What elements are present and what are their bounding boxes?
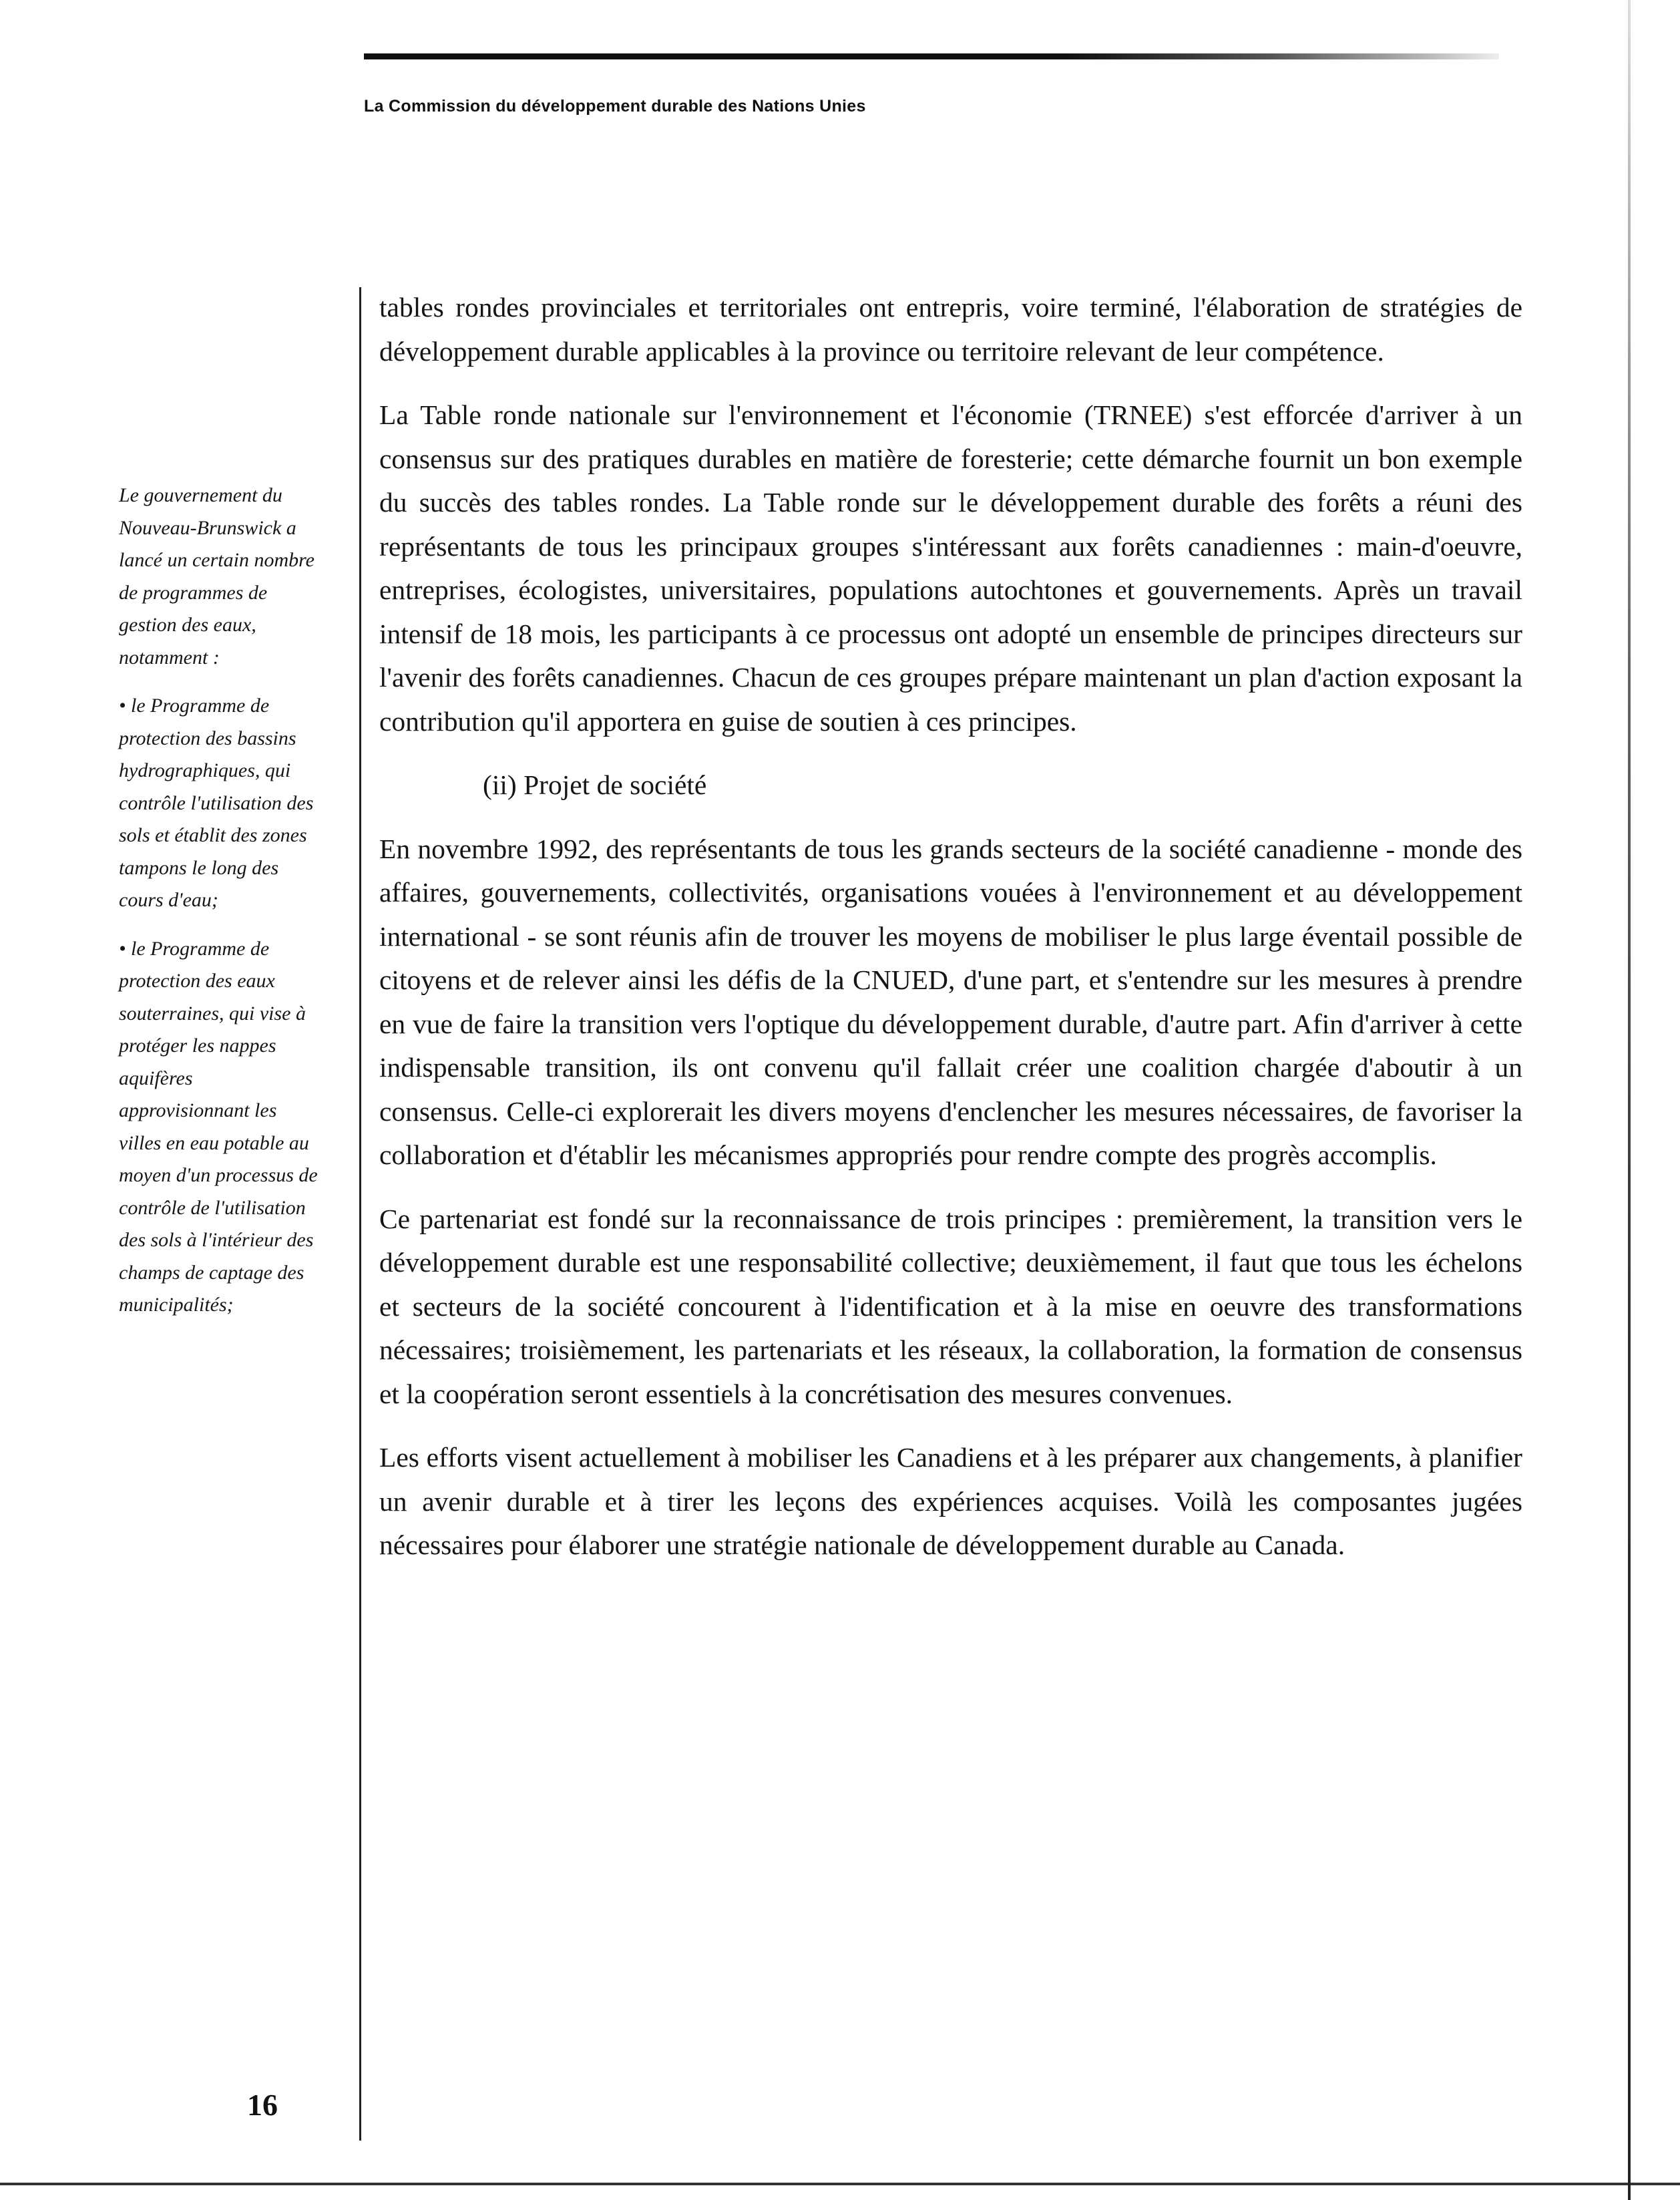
paragraph: Les efforts visent actuellement à mobiliser les Canadiens et à les préparer aux changements, à planifier un avenir durable et à tirer les leçons des expériences acquises. Voilà les composantes jugées nécessaires pour élaborer une stratégie nationale de développement durable au Canada. [379, 1442, 1522, 1560]
page-number: 16 [247, 2088, 278, 2122]
column-divider [359, 287, 361, 2141]
scan-right-edge [1628, 0, 1631, 2200]
paragraph: tables rondes provinciales et territoriales ont entrepris, voire terminé, l'élaboration de stratégies de développement durable applicables à la province ou territoire relevant de leur compétence. [379, 292, 1522, 367]
paragraph: Ce partenariat est fondé sur la reconnaissance de trois principes : premièrement, la transition vers le développement durable est une responsabilité collective; deuxièmement, il faut que tous les échelons et secteurs de la société concourent à l'identification et à la mise en oeuvre des transformations nécessaires; troisièmement, les partenariats et les réseaux, la collaboration, la formation de consensus et la coopération seront essentiels à la concrétisation des mesures convenues. [379, 1203, 1522, 1409]
section-subheading: (ii) Projet de société [483, 769, 707, 800]
running-header: La Commission du développement durable des Nations Unies [364, 97, 866, 116]
sidebar-note [119, 480, 319, 1338]
main-text [379, 286, 1522, 1588]
paragraph: La Table ronde nationale sur l'environnement et l'économie (TRNEE) s'est efforcée d'arriver à un consensus sur des pratiques durables en matière de foresterie; cette démarche fournit un bon exemple du succès des tables rondes. La Table ronde sur le développement durable des forêts a réuni des représentants de tous les principaux groupes s'intéressant aux forêts canadiennes : main-d'oeuvre, entreprises, écologistes, universitaires, populations autochtones et gouvernements. Après un travail intensif de 18 mois, les participants à ce processus ont adopté un ensemble de principes directeurs sur l'avenir des forêts canadiennes. Chacun de ces groupes prépare maintenant un plan d'action exposant la contribution qu'il apportera en guise de soutien à ces principes. [379, 399, 1522, 737]
paragraph: En novembre 1992, des représentants de tous les grands secteurs de la société canadienne - monde des affaires, gouvernements, collectivités, organisations vouées à l'environnement et au développement international - se sont réunis afin de trouver les moyens de mobiliser le plus large éventail possible de citoyens et de relever ainsi les défis de la CNUED, d'une part, et s'entendre sur les mesures à prendre en vue de faire la transition vers l'optique du développement durable, d'autre part. Afin d'arriver à cette indispensable transition, ils ont convenu qu'il fallait créer une coalition chargée d'aboutir à un consensus. Celle-ci explorerait les divers moyens d'enclencher les mesures nécessaires, de favoriser la collaboration et d'établir les mécanismes appropriés pour rendre compte des progrès accomplis. [379, 833, 1522, 1170]
sidebar-item: • le Programme de protection des bassins hydrographiques, qui contrôle l'utilisation des sols et établit des zones tampons le long des cours d'eau; [119, 695, 314, 911]
header-rule [364, 53, 1499, 59]
sidebar-intro: Le gouvernement du Nouveau-Brunswick a lancé un certain nombre de programmes de gestion des eaux, notamment : [119, 484, 314, 669]
page-bottom-edge [0, 2183, 1680, 2185]
sidebar-item: • le Programme de protection des eaux souterraines, qui vise à protéger les nappes aquifères approvisionnant les villes en eau potable au moyen d'un processus de contrôle de l'utilisation des sols à l'intérieur des champs de captage des municipalités; [119, 937, 318, 1316]
